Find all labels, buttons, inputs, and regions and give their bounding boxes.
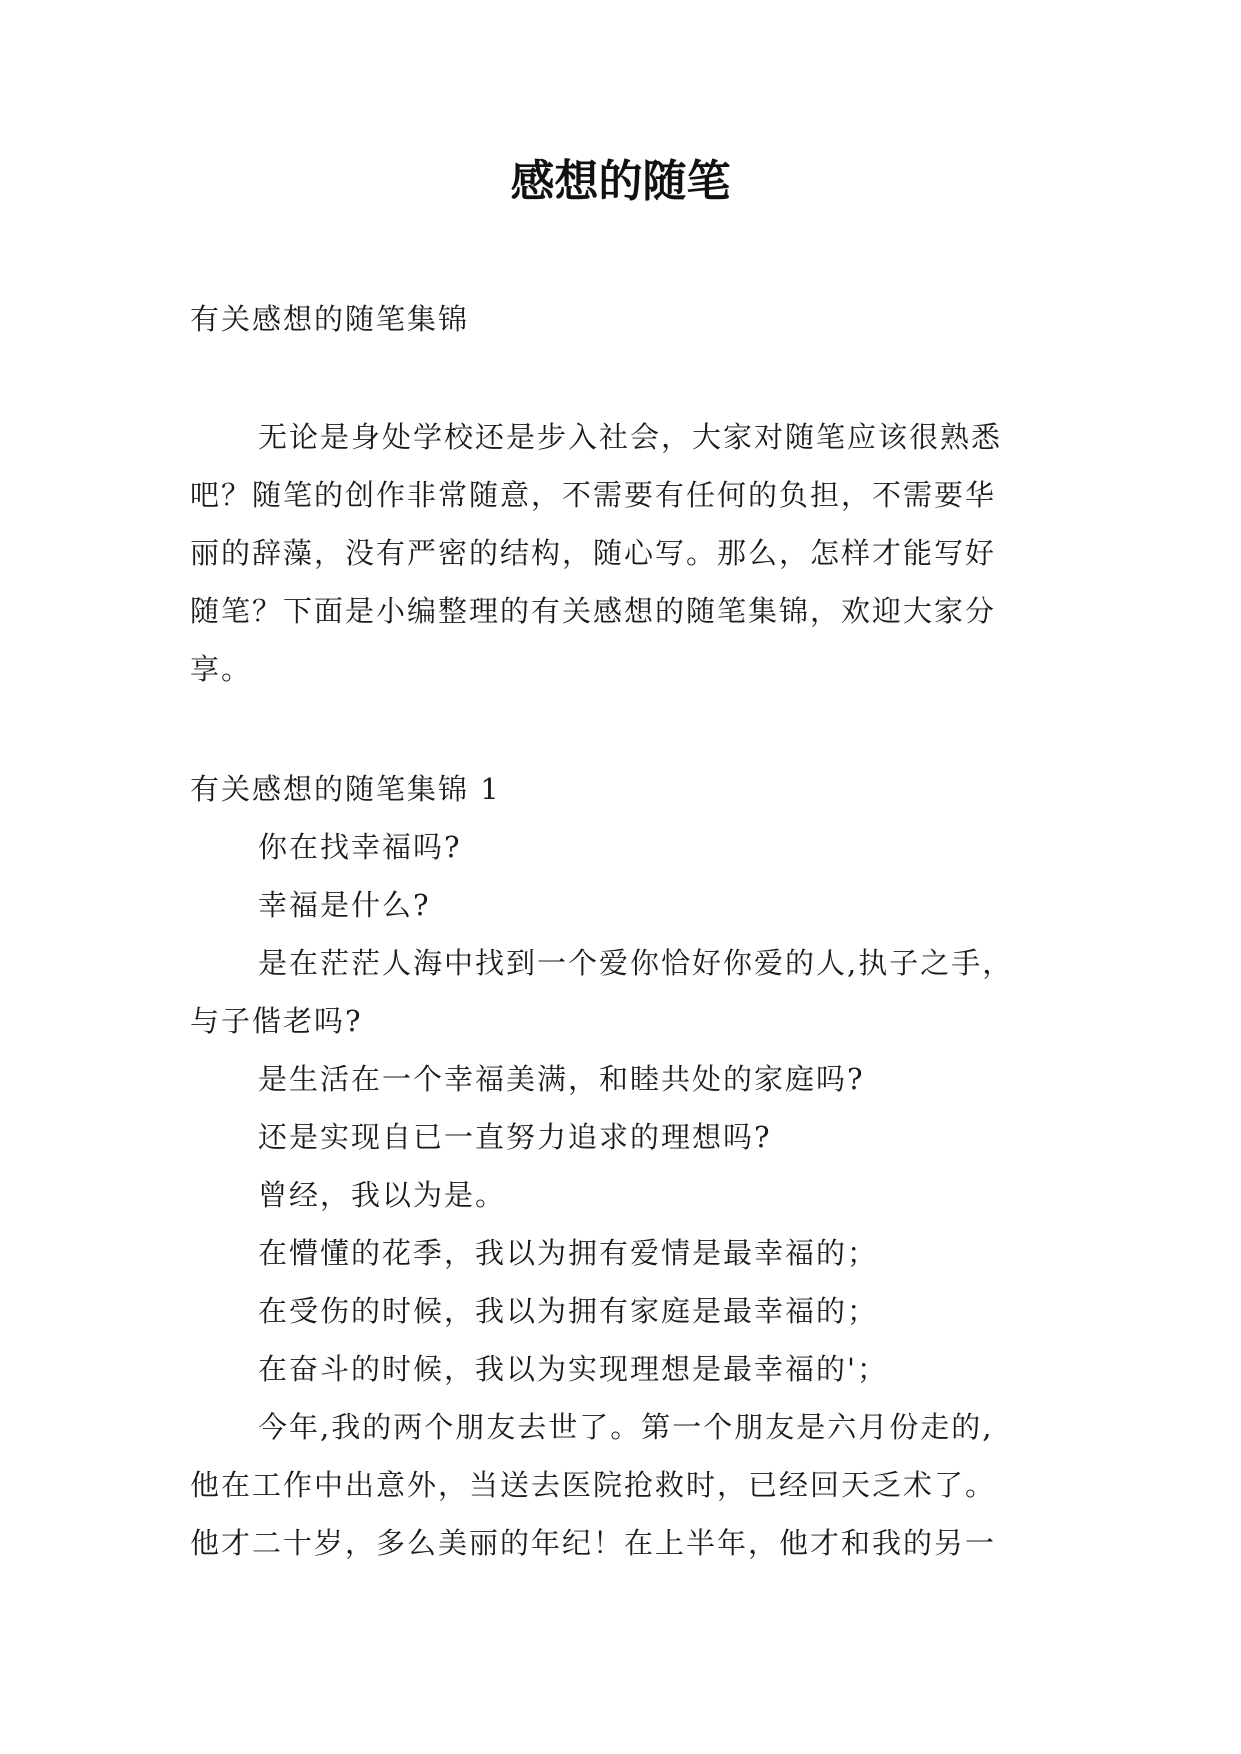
section-line: 是生活在一个幸福美满，和睦共处的家庭吗? [258, 1062, 865, 1096]
intro-paragraph [190, 408, 1070, 698]
spacer [190, 698, 1070, 760]
section-line: 你在找幸福吗? [258, 830, 462, 864]
section-line: 还是实现自已一直努力追求的理想吗? [258, 1120, 772, 1154]
section-line: 在懵懂的花季，我以为拥有爱情是最幸福的； [258, 1236, 879, 1270]
intro-line: 无论是身处学校还是步入社会，大家对随笔应该很熟悉 [258, 420, 1003, 454]
section-line: 他在工作中出意外，当送去医院抢救时，已经回天乏术了。 [190, 1468, 997, 1502]
document-subtitle: 有关感想的随笔集锦 [190, 302, 470, 336]
spacer [190, 348, 1070, 408]
document-title: 感想的随笔 [510, 156, 731, 207]
intro-line: 丽的辞藻，没有严密的结构，随心写。那么，怎样才能写好 [190, 536, 997, 570]
section-body [190, 818, 1070, 1572]
section-line: 是在茫茫人海中找到一个爱你恰好你爱的人,执子之手， [258, 946, 1014, 980]
section-line: 与子偕老吗? [190, 1004, 363, 1038]
document-body [190, 290, 1070, 1572]
intro-line: 享。 [190, 652, 253, 686]
section-line: 今年,我的两个朋友去世了。第一个朋友是六月份走的, [258, 1410, 994, 1444]
section-line: 曾经，我以为是。 [258, 1178, 507, 1212]
section-line: 在奋斗的时候，我以为实现理想是最幸福的'； [258, 1352, 888, 1386]
intro-line: 吧？随笔的创作非常随意，不需要有任何的负担，不需要华 [190, 478, 997, 512]
section-line: 在受伤的时候，我以为拥有家庭是最幸福的； [258, 1294, 879, 1328]
section-line: 他才二十岁，多么美丽的年纪！在上半年，他才和我的另一 [190, 1526, 997, 1560]
section-heading: 有关感想的随笔集锦 1 [190, 772, 501, 806]
intro-line: 随笔？下面是小编整理的有关感想的随笔集锦，欢迎大家分 [190, 594, 997, 628]
section-line: 幸福是什么? [258, 888, 431, 922]
